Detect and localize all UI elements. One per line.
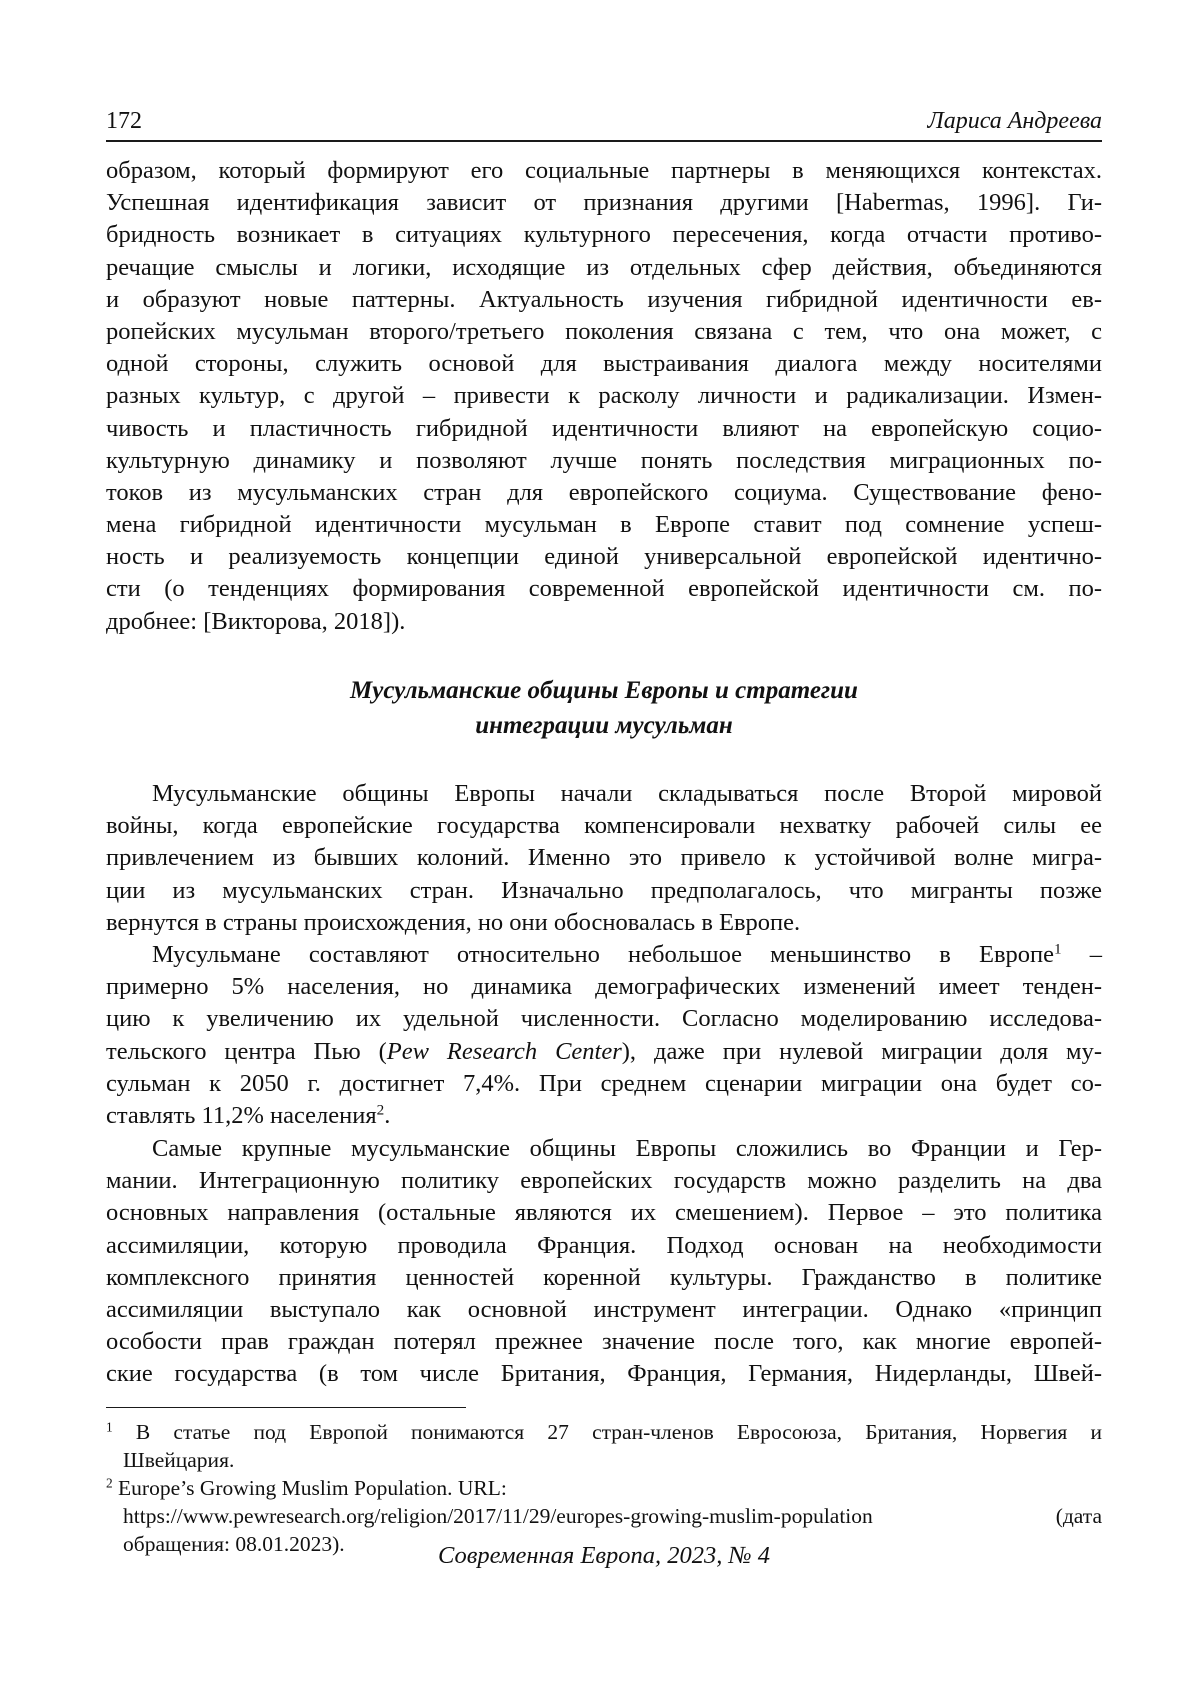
footnote-2-url[interactable]: https://www.pewresearch.org/religion/2017/11/29/europes-growing-muslim-population: [123, 1504, 873, 1528]
footnote-2: $^2$ Europe’s Growing Muslim Population. URL:: [106, 1475, 507, 1500]
text-line: Мусульмане составляют относительно небольшое меньшинство в Европе$^1$ –: [152, 940, 1103, 968]
journal-footer: Современная Европа, 2023, № 4: [437, 1542, 771, 1569]
text-line: дробнее: [Викторова, 2018]).: [106, 607, 406, 635]
text-line: Успешная идентификация зависит от признания другими [Habermas, 1996]. Ги-: [106, 189, 1102, 217]
text-line: ские государства (в том числе Британия, Франция, Германия, Нидерланды, Швей-: [106, 1360, 1102, 1388]
footnote-ref-1[interactable]: 1: [1054, 940, 1062, 958]
page-number: 172: [106, 108, 142, 134]
paragraph-origins: [106, 778, 1102, 939]
text-line: ассимиляции выступало как основной инструмент интеграции. Однако «принцип: [106, 1295, 1102, 1323]
text-line: особости прав граждан потерял прежнее значение после того, как многие европей-: [106, 1328, 1102, 1356]
running-header-author: Лариса Андреева: [927, 108, 1102, 134]
pew-research-center: Pew Research Center: [386, 1037, 622, 1065]
text-line: разных культур, с другой – привести к расколу личности и радикализации. Измен-: [106, 382, 1102, 410]
text-line: ассимиляции, которую проводила Франция. Подход основан на необходимости: [106, 1231, 1102, 1259]
text-line: ность и реализуемость концепции единой универсальной европейской идентично-: [106, 543, 1102, 571]
text-line: культурную динамику и позволяют лучше понять последствия миграционных по-: [106, 446, 1102, 474]
section-heading: [106, 673, 1102, 743]
text-line: чивость и пластичность гибридной идентичности влияют на европейскую социо-: [106, 414, 1102, 442]
text-line: Мусульманские общины Европы начали складываться после Второй мировой: [152, 780, 1102, 807]
text-line: мании. Интеграционную политику европейских государств можно разделить на два: [106, 1167, 1102, 1195]
footnote-ref-2[interactable]: 2: [376, 1101, 385, 1119]
text-line: ропейских мусульман второго/третьего поколения связана с тем, что она может, с: [106, 317, 1102, 345]
text-line: сульман к 2050 г. достигнет 7,4%. При среднем сценарии миграции она будет со-: [106, 1069, 1102, 1097]
text-line: токов из мусульманских стран для европейского социума. Существование фено-: [106, 478, 1102, 506]
footnote-2-continuation: обращения: 08.01.2023).: [123, 1532, 345, 1556]
text-line: ции из мусульманских стран. Изначально предполагалось, что мигранты позже: [106, 876, 1102, 904]
section-heading-line: Мусульманские общины Европы и стратегии: [350, 677, 858, 704]
text-line: речащие смыслы и логики, исходящие из отдельных сфер действия, объединяются: [106, 253, 1102, 281]
footnote-divider: [106, 1407, 466, 1408]
footnotes: [106, 1418, 1102, 1558]
footnote-1: $^1$ В статье под Европой понимаются 27 стран-членов Евросоюза, Британия, Норвегия и: [106, 1419, 1102, 1444]
text-line: примерно 5% населения, но динамика демографических изменений имеет тенден-: [106, 973, 1102, 1001]
text-line: бридность возникает в ситуациях культурного пересечения, когда отчасти противо-: [106, 221, 1102, 249]
text-line: войны, когда европейские государства компенсировали нехватку рабочей силы ее: [106, 812, 1102, 840]
text-line: Самые крупные мусульманские общины Европы сложились во Франции и Гер-: [152, 1135, 1102, 1162]
text-line: комплексного принятия ценностей коренной культуры. Гражданство в политике: [106, 1263, 1102, 1291]
text-line: сти (о тенденциях формирования современной европейской идентичности см. по-: [106, 575, 1102, 603]
running-header: [106, 104, 1102, 142]
text-line: тельского центра Пью (Pew Research Center), даже при нулевой миграции доля му-: [106, 1037, 1102, 1065]
continuation-paragraph: [106, 155, 1102, 638]
paragraph-demographics: [106, 939, 1102, 1132]
text-line: ставлять 11,2% населения$^2$.: [106, 1101, 391, 1129]
paragraph-integration-policy: [106, 1133, 1102, 1391]
text-line: привлечением из бывших колоний. Именно это привело к устойчивой волне мигра-: [106, 844, 1102, 872]
text-line: мена гибридной идентичности мусульман в Европе ставит под сомнение успеш-: [106, 511, 1102, 539]
footnote-2-url-line: https://www.pewresearch.org/religion/2017/11/29/europes-growing-muslim-population (дата: [123, 1504, 1102, 1528]
text-line: цию к увеличению их удельной численности. Согласно моделированию исследова-: [106, 1005, 1102, 1033]
section-heading-line: интеграции мусульман: [475, 712, 733, 739]
text-line: вернутся в страны происхождения, но они обосновалась в Европе.: [106, 908, 801, 936]
footnote-1-continuation: Швейцария.: [123, 1448, 235, 1472]
text-line: основных направления (остальные являются их смешением). Первое – это политика: [106, 1199, 1102, 1227]
text-line: образом, который формируют его социальные партнеры в меняющихся контекстах.: [106, 157, 1102, 184]
text-line: и образуют новые паттерны. Актуальность изучения гибридной идентичности ев-: [106, 285, 1102, 313]
text-line: одной стороны, служить основой для выстраивания диалога между носителями: [106, 350, 1102, 378]
